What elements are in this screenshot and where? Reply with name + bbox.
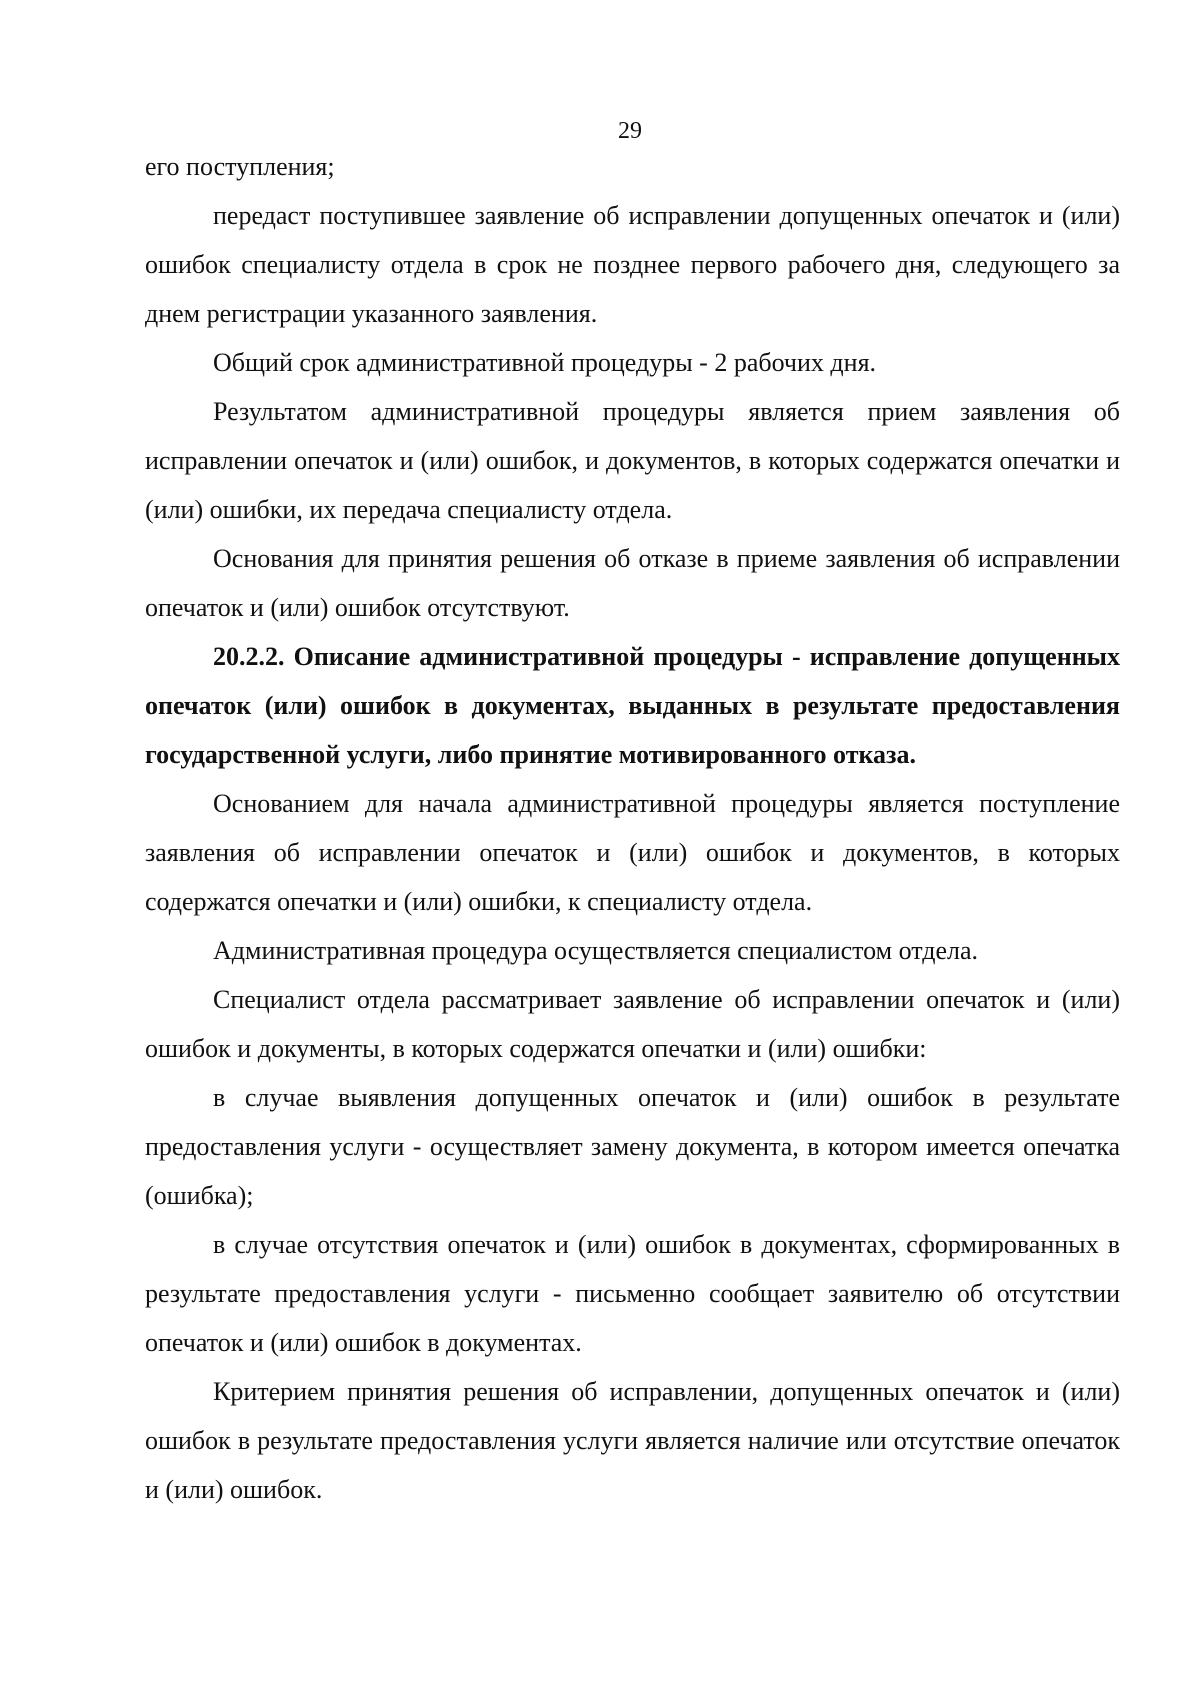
paragraph: Административная процедура осуществляется специалистом отдела. <box>213 936 979 965</box>
paragraph: Результатом административной процедуры является прием заявления об исправлении опечаток и (или) ошибок, и документов, в которых содержатся опечатки и (или) ошибки, их передача специалисту отдела. <box>145 397 1120 524</box>
paragraph: в случае отсутствия опечаток и (или) ошибок в документах, сформированных в результате предоставления услуги - письменно сообщает заявителю об отсутствии опечаток и (или) ошибок в документах. <box>145 1230 1120 1357</box>
paragraph: в случае выявления допущенных опечаток и (или) ошибок в результате предоставления услуги - осуществляет замену документа, в котором имеется опечатка (ошибка); <box>145 1083 1120 1210</box>
page-number: 29 <box>618 118 642 144</box>
paragraph: Основания для принятия решения об отказе в приеме заявления об исправлении опечаток и (или) ошибок отсутствуют. <box>145 544 1120 622</box>
paragraph: передаст поступившее заявление об исправлении допущенных опечаток и (или) ошибок специалисту отдела в срок не позднее первого рабочего дня, следующего за днем регистрации указанного заявления. <box>145 201 1120 328</box>
paragraph: Критерием принятия решения об исправлении, допущенных опечаток и (или) ошибок в результате предоставления услуги является наличие или отсутствие опечаток и (или) ошибок. <box>145 1377 1120 1504</box>
paragraph-continuation: его поступления; <box>145 152 335 181</box>
section-heading: 20.2.2. Описание административной процедуры - исправление допущенных опечаток (или) ошибок в документах, выданных в результате предоставления государственной услуги, либо принятие мотивированного отказа. <box>145 642 1120 769</box>
document-body <box>145 142 1120 1514</box>
paragraph: Специалист отдела рассматривает заявление об исправлении опечаток и (или) ошибок и документы, в которых содержатся опечатки и (или) ошибки: <box>145 985 1120 1063</box>
paragraph: Основанием для начала административной процедуры является поступление заявления об исправлении опечаток и (или) ошибок и документов, в которых содержатся опечатки и (или) ошибки, к специалисту отдела. <box>145 789 1120 916</box>
paragraph: Общий срок административной процедуры - 2 рабочих дня. <box>213 348 877 377</box>
